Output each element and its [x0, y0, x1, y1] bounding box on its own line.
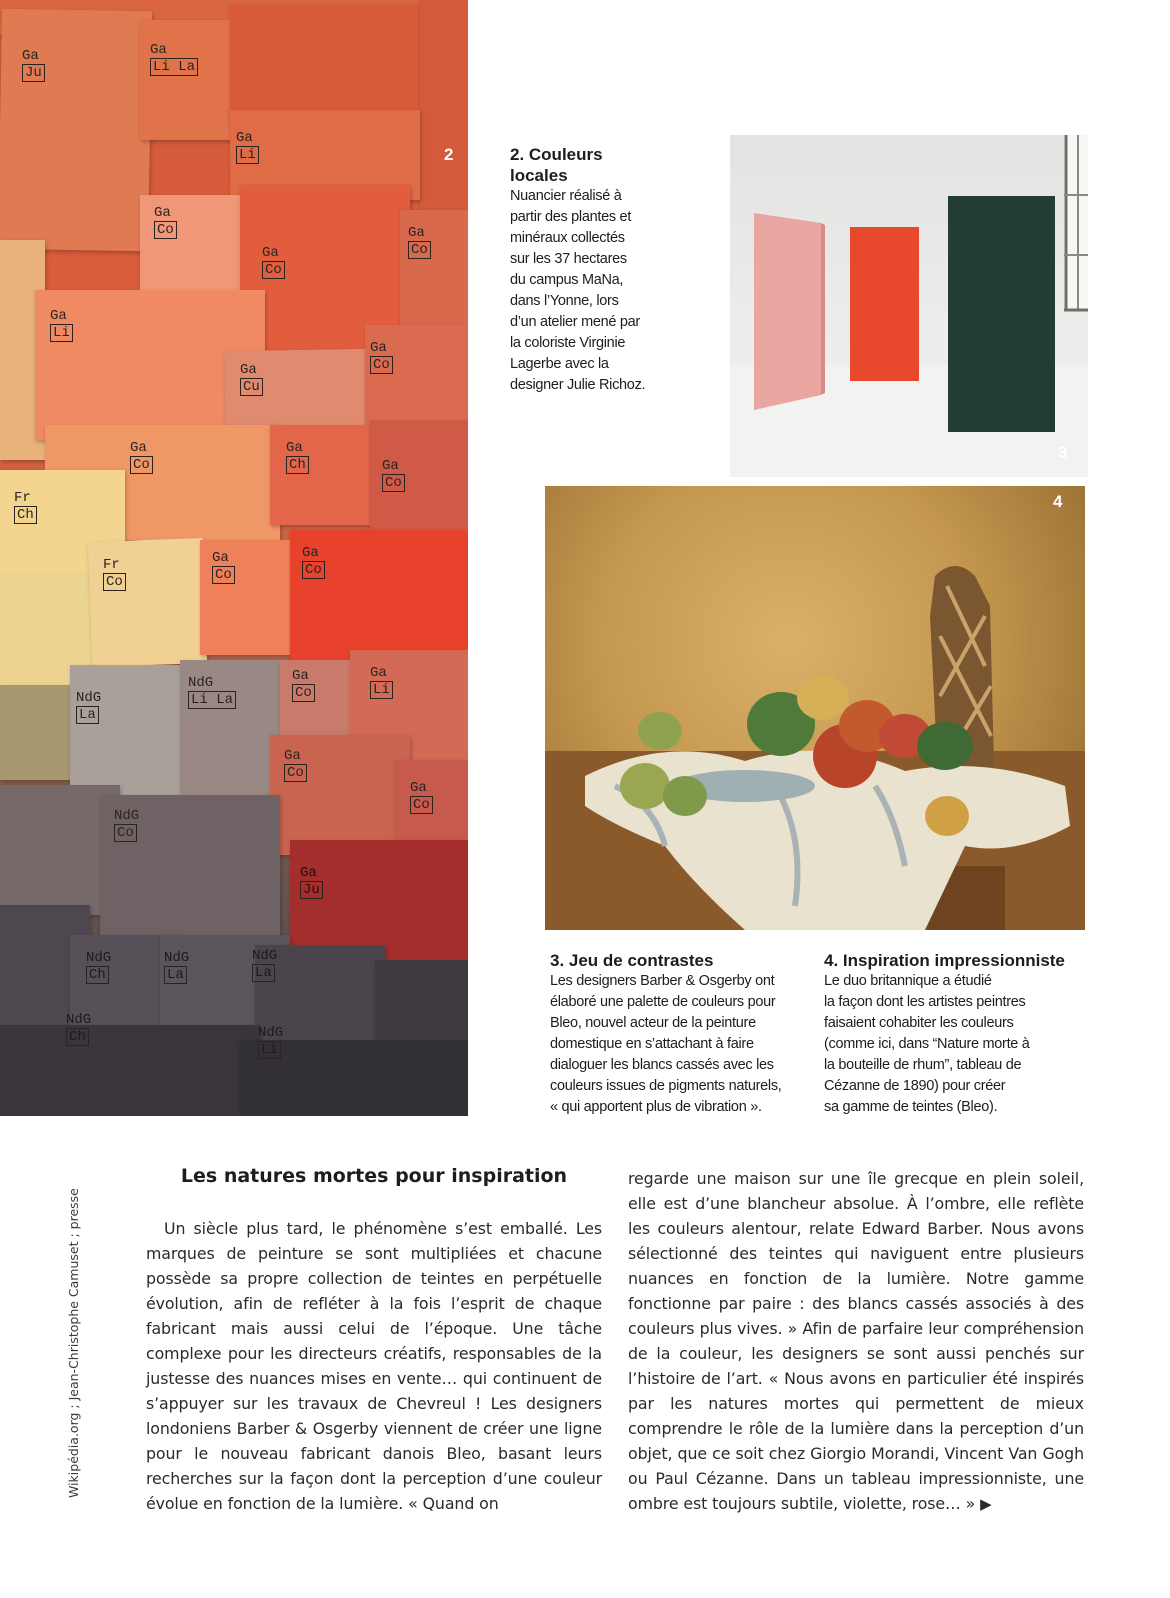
article-column-2	[628, 1166, 1084, 1517]
swatch-tag: Ga Co	[302, 545, 325, 579]
swatch-tag: Ga Li	[50, 308, 73, 342]
pink-panel-edge	[821, 223, 825, 395]
swatch-tag: Ga Li	[370, 665, 393, 699]
pear	[663, 776, 707, 816]
photo-room-panels	[730, 135, 1088, 477]
swatch-tag: Fr Co	[103, 557, 126, 591]
section-heading: Les natures mortes pour inspiration	[180, 1165, 568, 1187]
caption-line: Bleo, nouvel acteur de la peinture	[550, 1015, 756, 1031]
caption-line: la coloriste Virginie	[510, 335, 626, 351]
swatch-tag: Ga Co	[262, 245, 285, 279]
article-paragraph: Un siècle plus tard, le phénomène s’est emballé. Les marques de peinture se sont multipliées et chacune possède sa propre collection de teintes en perpétuelle évolution, afin de refléter à la fois l’esprit de chaque fabricant mais aussi celui de l’époque. Une tâche complexe pour les directeurs créatifs, responsables de la justesse des nuances mises en vente… qui continuent de s’appuyer sur les travaux de Chevreul ! Les designers londoniens Barber & Osgerby viennent de créer une ligne pour le nouveau fabricant danois Bleo, basant leurs recherches sur la façon dont la perception d’une couleur évolue en fonction de la lumière. « Quand on	[146, 1219, 602, 1513]
swatch-tag: Ga Li	[236, 130, 259, 164]
caption-line: Nuancier réalisé à	[510, 188, 622, 204]
yellow-pear	[797, 676, 849, 720]
orange-panel	[850, 227, 919, 381]
caption-line: la façon dont les artistes peintres	[824, 994, 1026, 1010]
swatch-tag: Ga Cu	[240, 362, 263, 396]
swatch-tag: Ga Li La	[150, 42, 198, 76]
caption-line: designer Julie Richoz.	[510, 377, 646, 393]
swatch-tag: NdG Ch	[66, 1012, 92, 1045]
leaves	[917, 722, 973, 770]
swatch-tag: Ga Co	[408, 225, 431, 259]
swatch-tag: Ga Co	[130, 440, 153, 474]
swatch	[140, 20, 240, 140]
swatch-tag: NdG Li	[258, 1025, 284, 1058]
caption-line: Lagerbe avec la	[510, 356, 609, 372]
swatch-tag: NdG La	[252, 948, 278, 981]
caption-title: 4. Inspiration impressionniste	[824, 951, 1065, 970]
caption-title: 3. Jeu de contrastes	[550, 951, 714, 970]
green-panel	[948, 196, 1055, 432]
caption-line: la bouteille de rhum”, tableau de	[824, 1057, 1022, 1073]
caption-2	[510, 144, 700, 396]
article-paragraph	[628, 1166, 1084, 1517]
swatch-tag: Ga Co	[292, 668, 315, 702]
photo-number: 3	[1058, 443, 1068, 462]
caption-line: couleurs issues de pigments naturels,	[550, 1078, 782, 1094]
caption-title: 2. Couleurs	[510, 145, 603, 164]
swatch-tag: Ga Co	[410, 780, 433, 814]
caption-line: sa gamme de teintes (Bleo).	[824, 1099, 998, 1115]
swatch-tag: Fr Ch	[14, 490, 37, 524]
swatch-tag: NdG Co	[114, 808, 140, 841]
caption-line: dans l’Yonne, lors	[510, 293, 619, 309]
caption-line: (comme ici, dans “Nature morte à	[824, 1036, 1030, 1052]
swatch	[0, 685, 80, 780]
caption-line: sur les 37 hectares	[510, 251, 627, 267]
swatch	[0, 9, 152, 252]
swatch-tag: Ga Co	[382, 458, 405, 492]
swatch-tag: Ga Co	[212, 550, 235, 584]
swatch-tag: NdG La	[164, 950, 190, 983]
caption-line: Cézanne de 1890) pour créer	[824, 1078, 1006, 1094]
swatch	[420, 0, 468, 230]
pear	[620, 763, 670, 809]
swatch	[70, 665, 190, 805]
pear	[638, 712, 682, 750]
caption-line: domestique en s’attachant à faire	[550, 1036, 754, 1052]
photo-number: 2	[444, 145, 454, 164]
article-text: regarde une maison sur une île grecque en plein soleil, elle est d’une blancheur absolue. À l’ombre, elle reflète les couleurs alentour, relate Edward Barber. Nous avons sélectionné des teintes qui naviguent entre plusieurs nuances en fonction de la lumière. Notre gamme fonctionne par paire : des blancs cassés associés à des couleurs plus vives. » Afin de parfaire leur compréhension de la couleur, les designers se sont aussi penchés sur l’histoire de l’art. « Nous avons en particulier été inspirés par les natures mortes qui permettent de mieux comprendre le rôle de la lumière dans la perception d’un objet, que ce soit chez Giorgio Morandi, Vincent Van Gogh ou Paul Cézanne. Dans un tableau impressionniste, une ombre est toujours subtile, violette, rose… »	[628, 1169, 1084, 1513]
caption-line: du campus MaNa,	[510, 272, 624, 288]
swatch-tag: Ga Ju	[22, 48, 45, 82]
caption-line: « qui apportent plus de vibration ».	[550, 1099, 762, 1115]
end-mark-icon: ▶	[980, 1495, 992, 1513]
caption-line: élaboré une palette de couleurs pour	[550, 994, 776, 1010]
swatch-tag: Ga Co	[284, 748, 307, 782]
caption-4	[824, 950, 1084, 1118]
window	[1064, 135, 1088, 310]
photo-credit: Wikipédia.org ; Jean-Christophe Camuset ; presse	[66, 1188, 81, 1498]
pink-panel	[754, 213, 821, 410]
swatch-tag: Ga Ch	[286, 440, 309, 474]
caption-line: Le duo britannique a étudié	[824, 973, 992, 989]
article-column-1	[146, 1216, 602, 1516]
caption-title: locales	[510, 166, 568, 185]
caption-line: faisaient cohabiter les couleurs	[824, 1015, 1014, 1031]
caption-line: Les designers Barber & Osgerby ont	[550, 973, 775, 989]
photo-number: 4	[1053, 492, 1063, 511]
caption-3	[550, 950, 810, 1118]
room-illustration	[730, 135, 1088, 477]
caption-line: dialoguer les blancs cassés avec les	[550, 1057, 774, 1073]
swatch-tag: NdG Li La	[188, 675, 236, 709]
swatch-tag: NdG Ch	[86, 950, 112, 983]
swatch-tag: Ga Co	[370, 340, 393, 374]
swatch	[230, 5, 440, 120]
lemon	[925, 796, 969, 836]
caption-line: d’un atelier mené par	[510, 314, 640, 330]
caption-line: partir des plantes et	[510, 209, 632, 225]
swatch-tag: Ga Ju	[300, 865, 323, 899]
caption-line: minéraux collectés	[510, 230, 625, 246]
swatch-tag: NdG La	[76, 690, 102, 723]
photo-fabric-swatches	[0, 0, 468, 1116]
photo-still-life-painting	[545, 486, 1085, 930]
swatch	[0, 1025, 260, 1116]
swatch-tag: Ga Co	[154, 205, 177, 239]
painting-illustration	[545, 486, 1085, 930]
